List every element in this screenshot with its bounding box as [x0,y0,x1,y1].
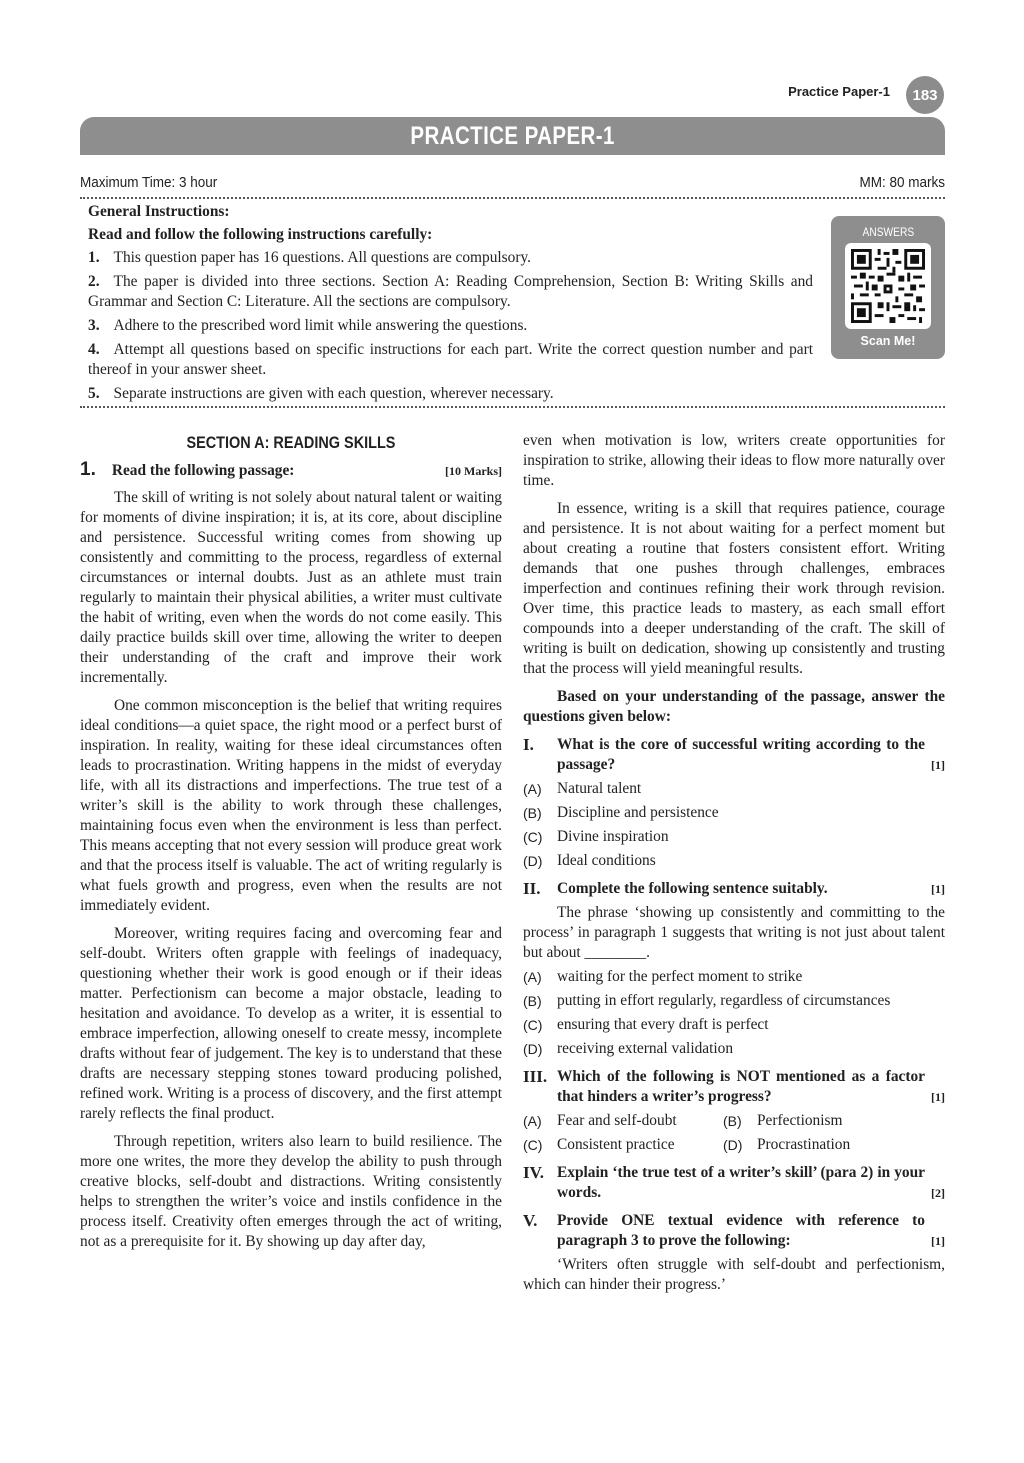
option-label: (C) [523,1137,543,1153]
option-text: Procrastination [757,1136,851,1153]
option-text: Ideal conditions [557,852,656,869]
option-text: Divine inspiration [557,828,669,845]
option-row [523,1111,945,1131]
sub-question-text: What is the core of successful writing according to the passage? [557,736,925,773]
qr-label: ANSWERS [862,225,914,239]
paper-title: PRACTICE PAPER-1 [410,121,615,150]
instruction-number: 5. [88,385,100,402]
sub-question-marks: [1] [931,1090,945,1104]
option-label: (B) [523,993,542,1009]
option-text: Natural talent [557,780,642,797]
sub-question-IV [523,1163,945,1203]
passage-paragraph-3: Moreover, writing requires facing and overcoming fear and self-doubt. Writers often grapple with feelings of inadequacy, questioning whether their work is good enough or if their ideas matter. Perfectionism can become a major obstacle, leading to hesitation and avoidance. To develop as a writer, it is essential to embrace imperfection, allowing oneself to create messy, incomplete drafts without fear of judgement. The key is to understand that these drafts are necessary stepping stones toward producing polished, refined work. Writing is a process of discovery, and the first attempt rarely reflects the final product. [80,925,502,1122]
instructions-subheading: Read and follow the following instructions carefully: [88,226,433,243]
question-1-header [80,460,502,481]
instruction-item [88,272,813,312]
option[interactable] [523,779,945,799]
sub-question-stem: The phrase ‘showing up consistently and committing to the process’ in paragraph 1 suggests that writing is not just about talent but about ________. [523,904,945,961]
instruction-text: This question paper has 16 questions. All questions are compulsory. [113,249,532,266]
instruction-number: 2. [88,273,100,290]
sub-question-I [523,735,945,775]
option-text: Discipline and persistence [557,804,719,821]
option[interactable] [523,851,945,871]
instruction-item [88,384,813,404]
option[interactable] [523,1135,723,1155]
option[interactable] [523,967,945,987]
instruction-item [88,248,813,268]
scan-me-label: Scan Me! [860,334,916,348]
instruction-text: Separate instructions are given with each question, wherever necessary. [113,385,554,402]
option-label: (D) [723,1137,743,1153]
option-label: (D) [523,853,543,869]
instructions-heading: General Instructions: [88,203,230,220]
option-text: Perfectionism [757,1112,843,1129]
sub-question-text: Explain ‘the true test of a writer’s skill’ (para 2) in your words. [557,1164,925,1201]
page-number-badge: 183 [906,76,944,114]
option-text: putting in effort regularly, regardless of circumstances [557,992,891,1009]
option-text: Consistent practice [557,1136,675,1153]
sub-question-marks: [2] [931,1186,945,1200]
question-marks: [10 Marks] [445,464,502,478]
answers-qr-panel[interactable] [831,216,945,359]
sub-question-V [523,1211,945,1251]
sub-question-number: II. [523,879,541,898]
divider [80,406,945,408]
option[interactable] [723,1111,923,1131]
left-column [80,430,502,1260]
option-label: (B) [523,805,542,821]
questions-intro: Based on your understanding of the passage, answer the questions given below: [523,688,945,725]
option-label: (C) [523,829,543,845]
instruction-text: The paper is divided into three sections. Section A: Reading Comprehension, Section B: Writing Skills and Grammar and Section C: Literature. All the sections are compulsory. [88,273,813,310]
right-column [523,431,945,1295]
instruction-text: Adhere to the prescribed word limit while answering the questions. [113,317,528,334]
option[interactable] [523,1111,723,1131]
instruction-item [88,340,813,380]
sub-question-number: IV. [523,1163,544,1182]
option-label: (A) [523,781,542,797]
sub-question-number: III. [523,1067,548,1086]
sub-question-number: I. [523,735,534,754]
instruction-number: 1. [88,249,100,266]
option[interactable] [523,1015,945,1035]
question-number: 1. [80,459,96,480]
passage-paragraph-4: Through repetition, writers also learn to build resilience. The more one writes, the more they develop the ability to push through creative blocks, self-doubt and distractions. Writing consistently helps to strengthen the writer’s voice and instils confidence in the process itself. Creativity often emerges through the act of writing, not as a prerequisite for it. By showing up day after day, [80,1133,502,1250]
option-label: (C) [523,1017,543,1033]
option-row [523,1135,945,1155]
sub-question-text: Provide ONE textual evidence with reference to paragraph 3 to prove the following: [557,1212,925,1249]
instruction-number: 3. [88,317,100,334]
option-label: (A) [523,969,542,985]
qr-code-graphic [851,249,925,323]
sub-question-number: V. [523,1211,538,1230]
paper-title-bar [80,117,945,155]
evidence-quote: ‘Writers often struggle with self-doubt and perfectionism, which can hinder their progress.’ [523,1256,945,1293]
sub-question-text: Complete the following sentence suitably. [557,880,828,897]
divider [80,197,945,199]
sub-question-marks: [1] [931,882,945,896]
instruction-item [88,316,813,336]
option[interactable] [523,991,945,1011]
qr-code-icon[interactable] [845,243,931,329]
sub-question-text: Which of the following is NOT mentioned as a factor that hinders a writer’s progress? [557,1068,925,1105]
passage-paragraph-2: One common misconception is the belief that writing requires ideal conditions—a quiet space, the right mood or a perfect burst of inspiration. In reality, waiting for these ideal circumstances often leads to procrastination. Writing happens in the midst of everyday life, with all its distractions and imperfections. The true test of a writer’s skill is the ability to work through these challenges, maintaining focus even when the environment is less than perfect. This means accepting that not every session will produce great work and that the process itself is valuable. The act of writing regularly is what fuels growth and progress, even when the results are not immediately evident. [80,697,502,914]
instruction-text: Attempt all questions based on specific instructions for each part. Write the correct question number and part thereof in your answer sheet. [88,341,813,378]
option-label: (A) [523,1113,542,1129]
option-label: (B) [723,1113,742,1129]
option[interactable] [523,827,945,847]
max-marks: MM: 80 marks [859,174,945,191]
option-text: receiving external validation [557,1040,734,1057]
general-instructions [88,202,813,408]
option-text: ensuring that every draft is perfect [557,1016,769,1033]
exam-meta-row [80,174,945,191]
question-prompt: Read the following passage: [111,462,295,479]
passage-paragraph-1: The skill of writing is not solely about natural talent or waiting for moments of divine inspiration; it is, at its core, about discipline and persistence. Successful writing comes from showing up consistently and committing to the process, regardless of external circumstances or internal doubts. Just as an athlete must train regularly to maintain their physical abilities, a writer must cultivate the habit of writing, even when the words do not come easily. This daily practice builds skill over time, allowing the writer to deepen their understanding of the craft and improve their work incrementally. [80,489,502,686]
sub-question-III [523,1067,945,1107]
max-time: Maximum Time: 3 hour [80,174,218,191]
sub-question-II [523,879,945,899]
option[interactable] [723,1135,923,1155]
option-label: (D) [523,1041,543,1057]
running-title: Practice Paper-1 [788,84,890,99]
option-text: Fear and self-doubt [557,1112,677,1129]
option[interactable] [523,803,945,823]
section-title: SECTION A: READING SKILLS [186,433,396,452]
instruction-number: 4. [88,341,100,358]
option-text: waiting for the perfect moment to strike [557,968,803,985]
sub-question-marks: [1] [931,758,945,772]
passage-paragraph-5: In essence, writing is a skill that requires patience, courage and persistence. It is not about waiting for a perfect moment but about creating a routine that fosters consistent effort. Writing demands that one pushes through challenges, embraces imperfection and continues refining their work through revision. Over time, this practice leads to mastery, as each small effort compounds into a deeper understanding of the craft. The skill of writing is built on dedication, showing up consistently and trusting that the process will yield meaningful results. [523,500,945,677]
option[interactable] [523,1039,945,1059]
passage-paragraph-4-cont: even when motivation is low, writers create opportunities for inspiration to strike, allowing their ideas to flow more naturally over time. [523,432,945,489]
sub-question-marks: [1] [931,1234,945,1248]
